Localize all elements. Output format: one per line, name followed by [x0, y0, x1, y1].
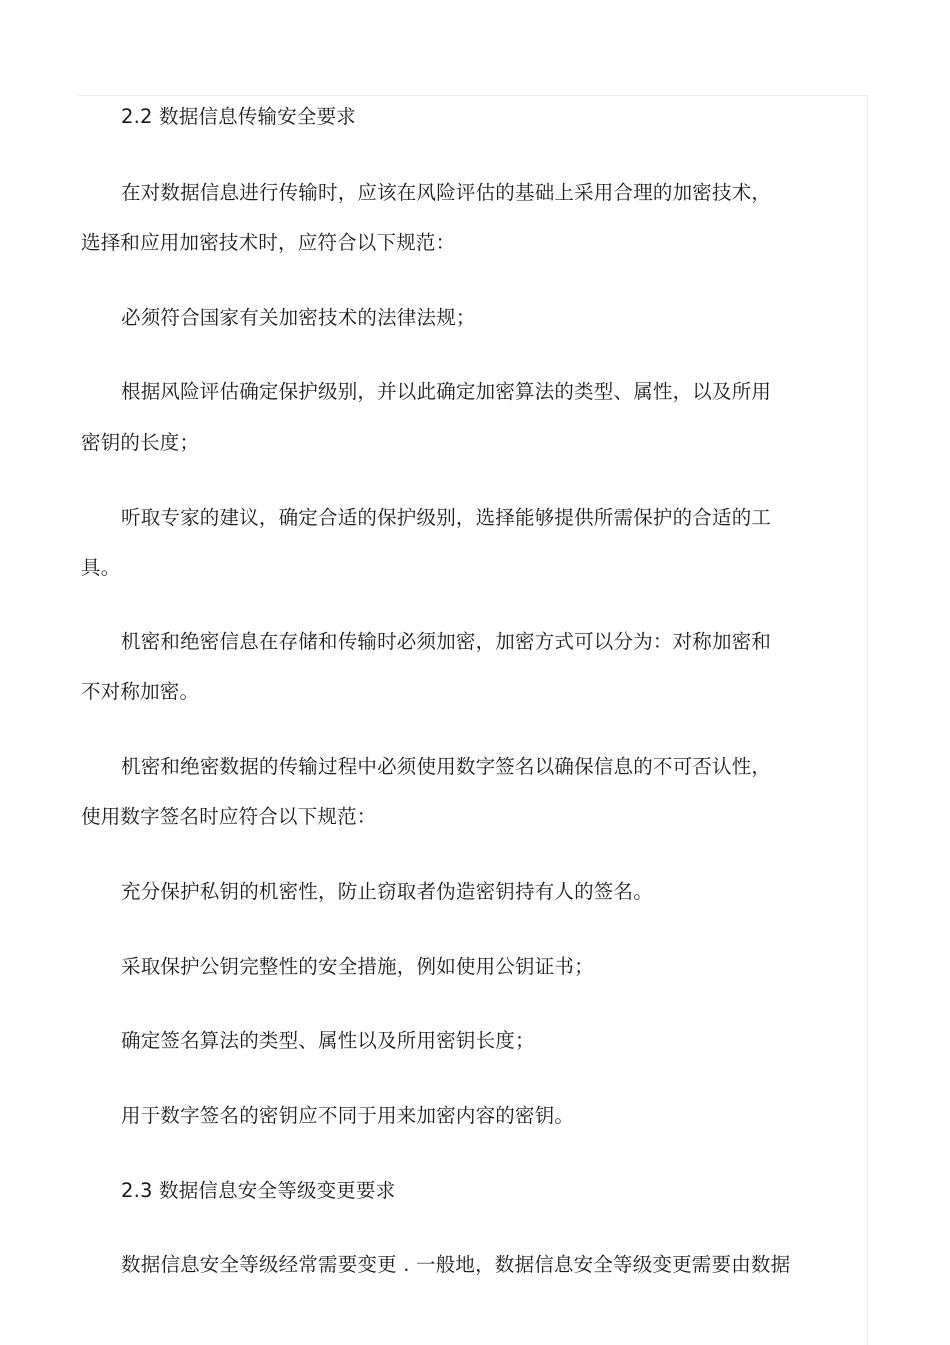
paragraph-line: 在对数据信息进行传输时，应该在风险评估的基础上采用合理的加密技术， [121, 181, 772, 204]
paragraph-line: 确定签名算法的类型、属性以及所用密钥长度； [121, 1029, 535, 1052]
paragraph-line: 根据风险评估确定保护级别，并以此确定加密算法的类型、属性，以及所用 [121, 380, 772, 403]
paragraph-line: 使用数字签名时应符合以下规范： [81, 805, 377, 828]
paragraph-line: 采取保护公钥完整性的安全措施，例如使用公钥证书； [121, 955, 594, 978]
paragraph-line: 密钥的长度； [81, 431, 200, 454]
paragraph-line: 机密和绝密信息在存储和传输时必须加密，加密方式可以分为：对称加密和 [121, 630, 772, 653]
section-heading-2-3: 2.3 数据信息安全等级变更要求 [121, 1179, 396, 1202]
paragraph-line: 具。 [81, 556, 121, 579]
document-page [78, 95, 868, 1345]
section-heading-2-2: 2.2 数据信息传输安全要求 [121, 105, 357, 128]
paragraph-line: 不对称加密。 [81, 680, 200, 703]
paragraph-line: 充分保护私钥的机密性，防止窃取者伪造密钥持有人的签名。 [121, 880, 653, 903]
paragraph-line: 机密和绝密数据的传输过程中必须使用数字签名以确保信息的不可否认性， [121, 755, 772, 778]
paragraph-line: 用于数字签名的密钥应不同于用来加密内容的密钥。 [121, 1104, 575, 1127]
paragraph-line: 数据信息安全等级经常需要变更 . 一般地，数据信息安全等级变更需要由数据 [121, 1253, 791, 1276]
paragraph-line: 必须符合国家有关加密技术的法律法规； [121, 306, 476, 329]
paragraph-line: 听取专家的建议，确定合适的保护级别，选择能够提供所需保护的合适的工 [121, 506, 772, 529]
paragraph-line: 选择和应用加密技术时，应符合以下规范： [81, 231, 456, 254]
